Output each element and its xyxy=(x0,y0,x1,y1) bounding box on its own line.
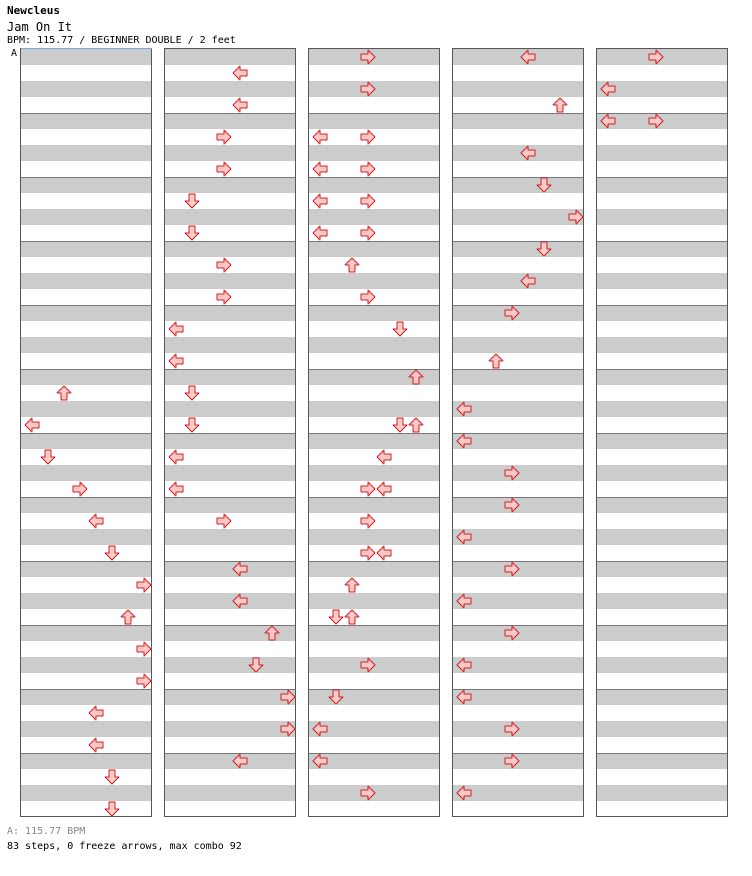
arrow-left-icon xyxy=(168,481,184,497)
chart-column-4 xyxy=(452,48,584,817)
arrow-left-icon xyxy=(520,273,536,289)
arrow-right-icon xyxy=(504,465,520,481)
measure-line xyxy=(597,497,727,498)
arrow-right-icon xyxy=(216,257,232,273)
arrow-down-icon xyxy=(104,801,120,817)
arrow-right-icon xyxy=(216,513,232,529)
measure-line xyxy=(453,241,583,242)
arrow-left-icon xyxy=(232,593,248,609)
arrow-right-icon xyxy=(360,193,376,209)
arrow-left-icon xyxy=(88,705,104,721)
measure-line xyxy=(165,305,295,306)
bpm-legend: A: 115.77 BPM xyxy=(7,826,86,837)
arrow-right-icon xyxy=(216,289,232,305)
measure-line xyxy=(597,305,727,306)
arrow-up-icon xyxy=(56,385,72,401)
arrow-down-icon xyxy=(392,321,408,337)
arrow-left-icon xyxy=(24,417,40,433)
measure-line xyxy=(21,241,151,242)
measure-line xyxy=(453,113,583,114)
arrow-left-icon xyxy=(232,97,248,113)
arrow-down-icon xyxy=(184,417,200,433)
arrow-left-icon xyxy=(312,753,328,769)
chart-column-1 xyxy=(20,48,152,817)
arrow-up-icon xyxy=(488,353,504,369)
measure-line xyxy=(21,433,151,434)
arrow-right-icon xyxy=(360,49,376,65)
arrow-left-icon xyxy=(88,737,104,753)
measure-line xyxy=(21,369,151,370)
measure-line xyxy=(309,177,439,178)
measure-line xyxy=(453,689,583,690)
arrow-right-icon xyxy=(648,113,664,129)
arrow-left-icon xyxy=(520,145,536,161)
measure-line xyxy=(597,689,727,690)
measure-line xyxy=(165,561,295,562)
measure-line xyxy=(309,497,439,498)
arrow-left-icon xyxy=(312,129,328,145)
arrow-left-icon xyxy=(312,225,328,241)
measure-line xyxy=(597,625,727,626)
measure-line xyxy=(309,561,439,562)
arrow-left-icon xyxy=(376,449,392,465)
arrow-right-icon xyxy=(504,721,520,737)
measure-line xyxy=(165,433,295,434)
arrow-left-icon xyxy=(312,721,328,737)
measure-line xyxy=(21,113,151,114)
measure-line xyxy=(165,689,295,690)
step-stats: 83 steps, 0 freeze arrows, max combo 92 xyxy=(7,841,242,852)
measure-line xyxy=(21,625,151,626)
arrow-right-icon xyxy=(136,577,152,593)
arrow-down-icon xyxy=(104,769,120,785)
arrow-right-icon xyxy=(216,161,232,177)
chart-column-2 xyxy=(164,48,296,817)
measure-line xyxy=(309,241,439,242)
arrow-left-icon xyxy=(232,753,248,769)
measure-line xyxy=(453,433,583,434)
arrow-right-icon xyxy=(360,289,376,305)
arrow-left-icon xyxy=(456,401,472,417)
arrow-left-icon xyxy=(232,65,248,81)
arrow-left-icon xyxy=(376,545,392,561)
arrow-down-icon xyxy=(328,689,344,705)
arrow-left-icon xyxy=(376,481,392,497)
measure-line xyxy=(597,433,727,434)
measure-line xyxy=(165,241,295,242)
measure-line xyxy=(21,561,151,562)
arrow-left-icon xyxy=(520,49,536,65)
measure-line xyxy=(21,753,151,754)
artist-name: Newcleus xyxy=(7,4,60,17)
arrow-right-icon xyxy=(360,225,376,241)
arrow-left-icon xyxy=(168,449,184,465)
section-marker: A xyxy=(11,48,18,59)
arrow-left-icon xyxy=(456,433,472,449)
arrow-up-icon xyxy=(264,625,280,641)
measure-line xyxy=(597,241,727,242)
measure-line xyxy=(597,753,727,754)
measure-line xyxy=(453,369,583,370)
arrow-right-icon xyxy=(504,561,520,577)
arrow-down-icon xyxy=(536,177,552,193)
arrow-right-icon xyxy=(360,785,376,801)
chart-column-3 xyxy=(308,48,440,817)
arrow-right-icon xyxy=(360,513,376,529)
arrow-right-icon xyxy=(360,481,376,497)
arrow-down-icon xyxy=(248,657,264,673)
measure-line xyxy=(453,177,583,178)
arrow-right-icon xyxy=(504,625,520,641)
arrow-right-icon xyxy=(568,209,584,225)
arrow-right-icon xyxy=(648,49,664,65)
arrow-left-icon xyxy=(312,193,328,209)
arrow-up-icon xyxy=(344,577,360,593)
arrow-right-icon xyxy=(136,673,152,689)
arrow-left-icon xyxy=(456,689,472,705)
arrow-down-icon xyxy=(536,241,552,257)
arrow-left-icon xyxy=(168,353,184,369)
arrow-left-icon xyxy=(88,513,104,529)
arrow-down-icon xyxy=(184,385,200,401)
measure-line xyxy=(309,753,439,754)
arrow-right-icon xyxy=(360,81,376,97)
measure-line xyxy=(165,369,295,370)
arrow-up-icon xyxy=(120,609,136,625)
measure-line xyxy=(309,625,439,626)
measure-line xyxy=(21,497,151,498)
arrow-right-icon xyxy=(136,641,152,657)
section-start-line xyxy=(21,48,152,49)
measure-line xyxy=(165,497,295,498)
arrow-left-icon xyxy=(456,657,472,673)
measure-line xyxy=(21,305,151,306)
arrow-left-icon xyxy=(600,81,616,97)
arrow-right-icon xyxy=(216,129,232,145)
measure-line xyxy=(309,433,439,434)
arrow-left-icon xyxy=(456,593,472,609)
measure-line xyxy=(21,689,151,690)
arrow-up-icon xyxy=(408,369,424,385)
arrow-right-icon xyxy=(360,129,376,145)
chart-meta: BPM: 115.77 / BEGINNER DOUBLE / 2 feet xyxy=(7,35,236,46)
arrow-down-icon xyxy=(328,609,344,625)
chart-column-5 xyxy=(596,48,728,817)
arrow-right-icon xyxy=(504,753,520,769)
arrow-down-icon xyxy=(40,449,56,465)
arrow-right-icon xyxy=(280,721,296,737)
arrow-right-icon xyxy=(72,481,88,497)
arrow-down-icon xyxy=(184,225,200,241)
measure-line xyxy=(309,305,439,306)
arrow-up-icon xyxy=(344,257,360,273)
arrow-up-icon xyxy=(408,417,424,433)
arrow-down-icon xyxy=(392,417,408,433)
measure-line xyxy=(165,113,295,114)
arrow-right-icon xyxy=(360,657,376,673)
arrow-right-icon xyxy=(360,161,376,177)
arrow-down-icon xyxy=(184,193,200,209)
arrow-right-icon xyxy=(280,689,296,705)
arrow-left-icon xyxy=(456,529,472,545)
arrow-up-icon xyxy=(344,609,360,625)
arrow-right-icon xyxy=(504,497,520,513)
arrow-down-icon xyxy=(104,545,120,561)
arrow-left-icon xyxy=(456,785,472,801)
measure-line xyxy=(309,113,439,114)
measure-line xyxy=(21,177,151,178)
arrow-right-icon xyxy=(360,545,376,561)
measure-line xyxy=(165,177,295,178)
arrow-left-icon xyxy=(312,161,328,177)
arrow-left-icon xyxy=(168,321,184,337)
arrow-left-icon xyxy=(232,561,248,577)
measure-line xyxy=(597,177,727,178)
measure-line xyxy=(597,369,727,370)
arrow-up-icon xyxy=(552,97,568,113)
measure-line xyxy=(597,561,727,562)
arrow-left-icon xyxy=(600,113,616,129)
arrow-right-icon xyxy=(504,305,520,321)
song-title: Jam On It xyxy=(7,20,73,34)
measure-line xyxy=(165,753,295,754)
